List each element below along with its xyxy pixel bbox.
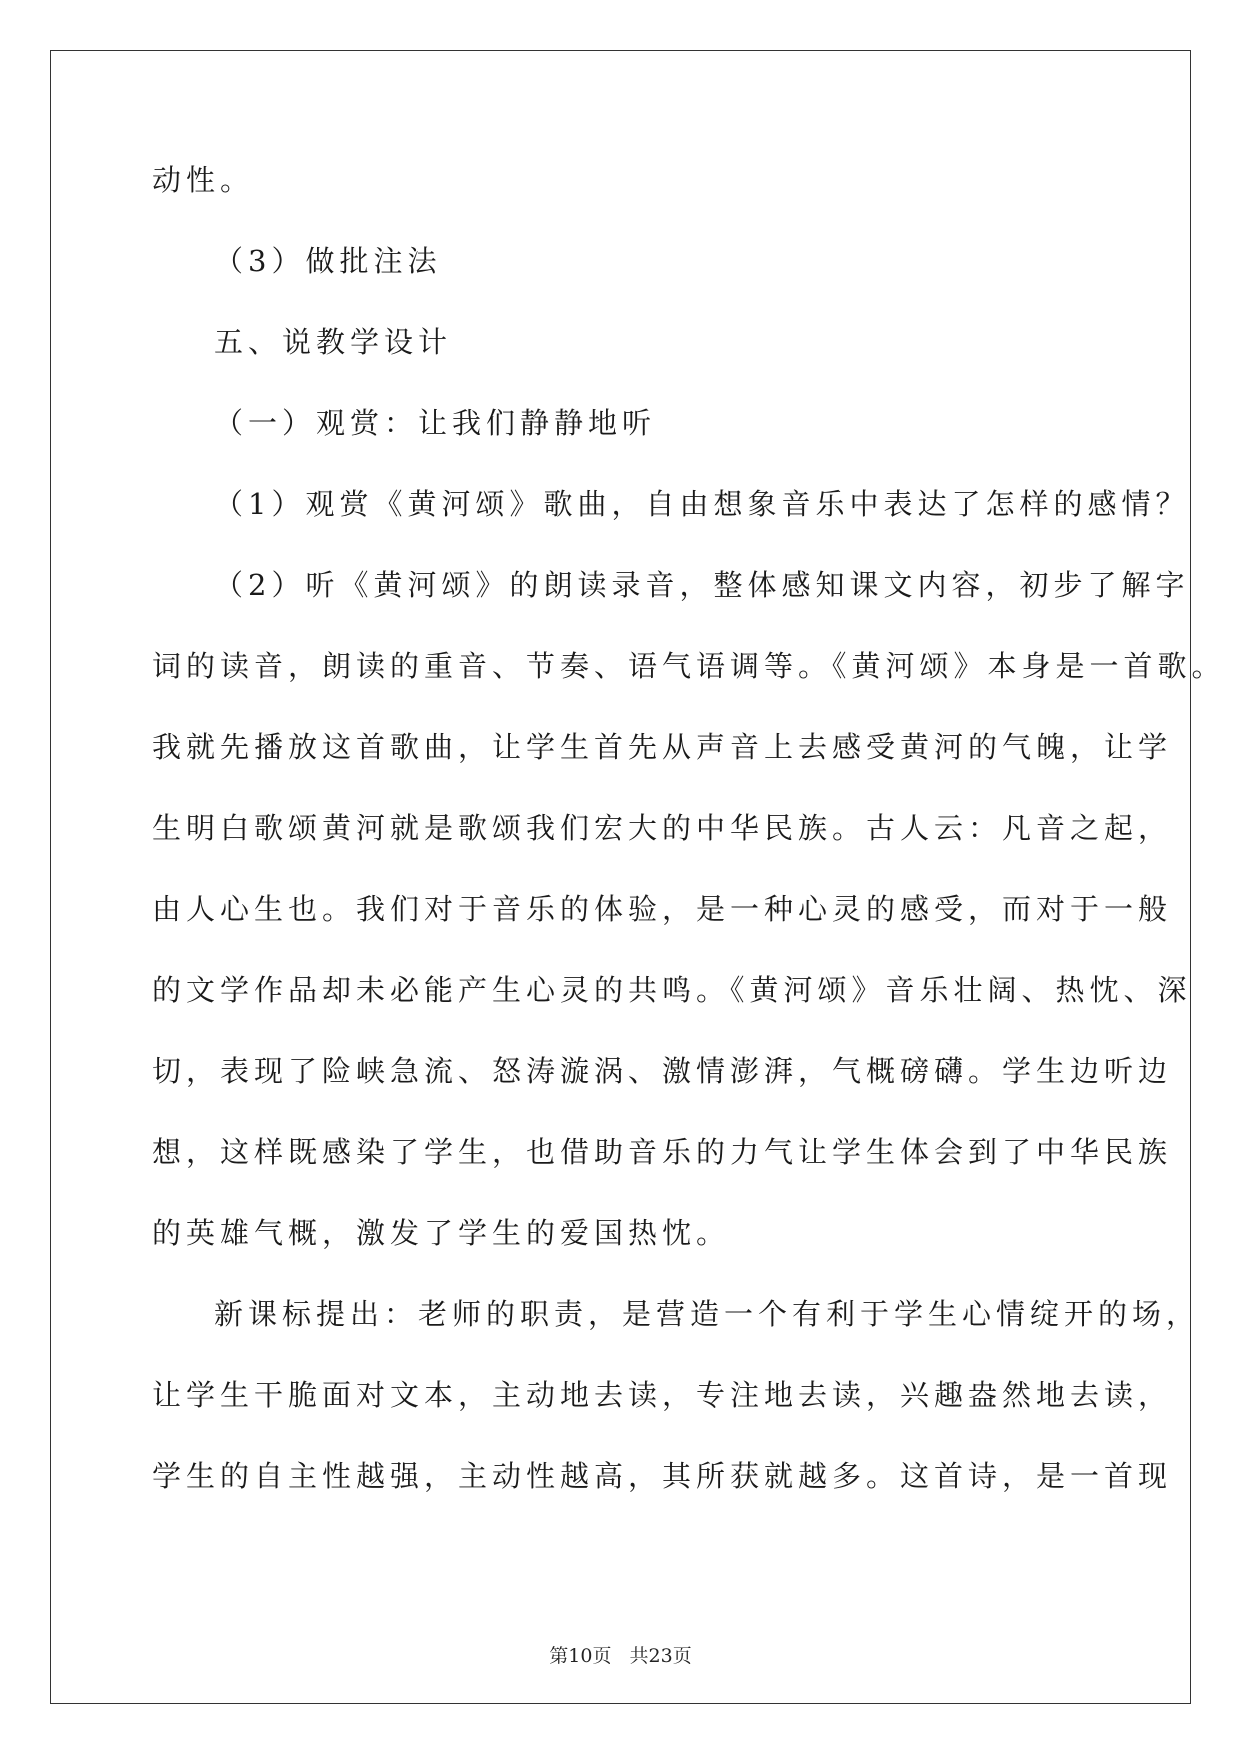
section-heading: 五、说教学设计 — [214, 325, 453, 359]
text-line: 的文学作品却未必能产生心灵的共鸣。《黄河颂》音乐壮阔、热忱、深 — [152, 973, 1192, 1007]
text-line: 想，这样既感染了学生，也借助音乐的力气让学生体会到了中华民族 — [152, 1135, 1173, 1169]
document-body — [152, 160, 1226, 1537]
subsection-heading: （一）观赏：让我们静静地听 — [214, 406, 657, 440]
text-line: 切，表现了险峡急流、怒涛漩涡、激情澎湃，气概磅礴。学生边听边 — [152, 1054, 1173, 1088]
text-line: 生明白歌颂黄河就是歌颂我们宏大的中华民族。古人云：凡音之起， — [152, 811, 1173, 845]
text-line: 新课标提出：老师的职责，是营造一个有利于学生心情绽开的场， — [214, 1297, 1201, 1331]
text-line: 学生的自主性越强，主动性越高，其所获就越多。这首诗，是一首现 — [152, 1459, 1173, 1493]
page-total: 共23页 — [629, 1645, 692, 1667]
page-footer — [0, 1641, 1241, 1668]
text-line: 让学生干脆面对文本，主动地去读，专注地去读，兴趣盎然地去读， — [152, 1378, 1173, 1412]
text-line: 动性。 — [152, 163, 255, 197]
text-line: 我就先播放这首歌曲，让学生首先从声音上去感受黄河的气魄，让学 — [152, 730, 1173, 764]
text-line: （2）听《黄河颂》的朗读录音，整体感知课文内容，初步了解字 — [214, 568, 1190, 602]
text-line: （3）做批注法 — [214, 244, 442, 278]
text-line: （1）观赏《黄河颂》歌曲，自由想象音乐中表达了怎样的感情？ — [214, 487, 1190, 521]
text-line: 词的读音，朗读的重音、节奏、语气语调等。《黄河颂》本身是一首歌。 — [152, 649, 1226, 683]
page-number: 第10页 — [549, 1645, 612, 1667]
text-line: 由人心生也。我们对于音乐的体验，是一种心灵的感受，而对于一般 — [152, 892, 1173, 926]
text-line: 的英雄气概，激发了学生的爱国热忱。 — [152, 1216, 731, 1250]
